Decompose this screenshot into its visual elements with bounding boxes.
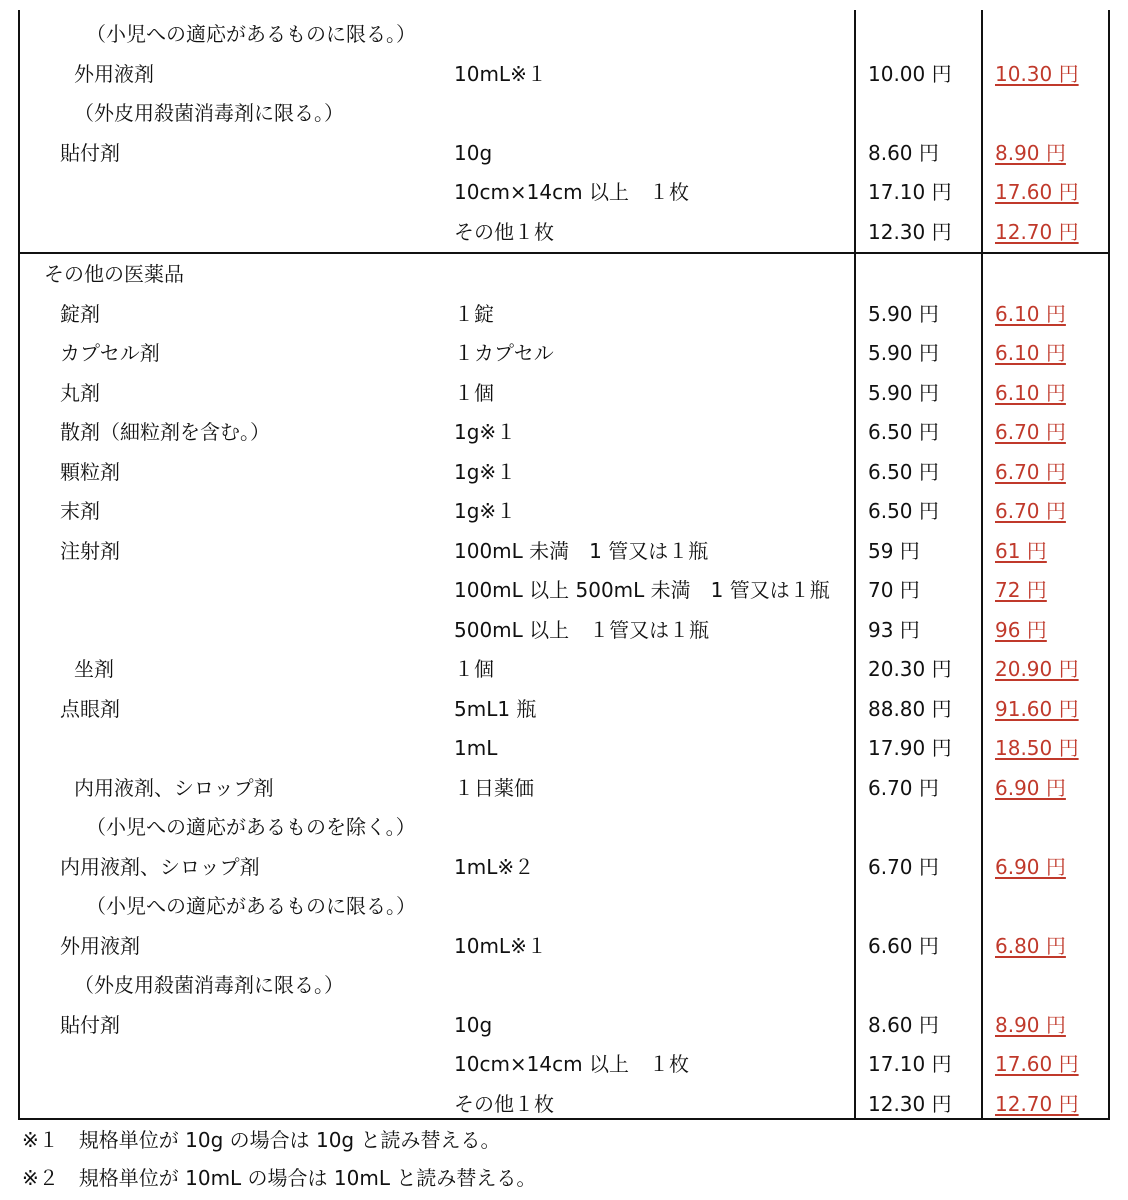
table-row (20, 689, 1108, 729)
revised-price: 72 円 (995, 578, 1047, 602)
item-name: 末剤 (60, 499, 100, 523)
item-name: 散剤（細粒剤を含む。） (60, 420, 270, 444)
current-price: 6.50 円 (868, 420, 939, 444)
table-row (20, 412, 1108, 452)
item-spec: １個 (454, 380, 494, 405)
table-row (20, 491, 1108, 531)
item-spec: 1mL (454, 736, 498, 760)
item-name: 内用液剤、シロップ剤 (74, 775, 274, 800)
item-spec: 10cm×14cm 以上 １枚 (454, 180, 689, 204)
revised-price: 6.70 円 (995, 420, 1066, 444)
current-price: 17.10 円 (868, 1052, 952, 1076)
table-row (20, 133, 1108, 173)
footnote: ※１ 規格単位が 10g の場合は 10g と読み替える。 (22, 1128, 501, 1152)
current-price: 6.50 円 (868, 499, 939, 523)
item-name: （外皮用殺菌消毒剤に限る。） (74, 973, 344, 997)
item-name: （外皮用殺菌消毒剤に限る。） (74, 101, 344, 125)
revised-price: 18.50 円 (995, 736, 1079, 760)
item-name: 貼付剤 (60, 140, 120, 165)
item-spec: 100mL 未満 1 管又は１瓶 (454, 538, 709, 563)
current-price: 6.70 円 (868, 854, 939, 879)
current-price: 93 円 (868, 617, 920, 642)
revised-price: 6.10 円 (995, 301, 1066, 326)
table-row (20, 610, 1108, 650)
revised-price: 6.10 円 (995, 380, 1066, 405)
table-row (20, 14, 1108, 54)
revised-price: 6.80 円 (995, 933, 1066, 958)
current-price: 5.90 円 (868, 301, 939, 326)
revised-price: 10.30 円 (995, 61, 1079, 86)
item-spec: １錠 (454, 301, 494, 326)
revised-price: 96 円 (995, 617, 1047, 642)
item-spec: 100mL 以上 500mL 未満 1 管又は１瓶 (454, 578, 830, 602)
table-row (20, 452, 1108, 492)
footnote: ※２ 規格単位が 10mL の場合は 10mL と読み替える。 (22, 1166, 537, 1190)
current-price: 6.50 円 (868, 459, 939, 484)
table-row (20, 886, 1108, 926)
item-spec: 1mL※２ (454, 854, 535, 879)
item-spec: １日薬価 (454, 775, 534, 800)
table-row (20, 1084, 1108, 1124)
item-spec: 1g※１ (454, 459, 517, 484)
table-row (20, 212, 1108, 252)
revised-price: 8.90 円 (995, 1012, 1066, 1037)
revised-price: 6.90 円 (995, 775, 1066, 800)
current-price: 6.60 円 (868, 933, 939, 958)
item-name: 錠剤 (60, 301, 100, 326)
item-name: 点眼剤 (60, 696, 120, 721)
current-price: 17.90 円 (868, 736, 952, 760)
table-row (20, 54, 1108, 94)
current-price: 88.80 円 (868, 696, 952, 721)
current-price: 70 円 (868, 578, 920, 602)
revised-price: 12.70 円 (995, 1091, 1079, 1116)
item-spec: 10mL※１ (454, 933, 547, 958)
item-spec: 500mL 以上 １管又は１瓶 (454, 617, 710, 642)
item-spec: 1g※１ (454, 499, 517, 523)
item-spec: 1g※１ (454, 420, 517, 444)
table-row (20, 847, 1108, 887)
table-row (20, 531, 1108, 571)
revised-price: 20.90 円 (995, 657, 1079, 681)
table-row (20, 373, 1108, 413)
section-header-row (20, 254, 1108, 294)
revised-price: 6.70 円 (995, 459, 1066, 484)
item-spec: 10g (454, 140, 493, 165)
item-spec: 10g (454, 1012, 493, 1037)
current-price: 8.60 円 (868, 140, 939, 165)
table-row (20, 1005, 1108, 1045)
table-row (20, 807, 1108, 847)
table-row (20, 294, 1108, 334)
item-spec: １カプセル (454, 341, 554, 365)
current-price: 17.10 円 (868, 180, 952, 204)
revised-price: 6.70 円 (995, 499, 1066, 523)
current-price: 8.60 円 (868, 1012, 939, 1037)
revised-price: 17.60 円 (995, 180, 1079, 204)
current-price: 5.90 円 (868, 380, 939, 405)
current-price: 10.00 円 (868, 61, 952, 86)
section-title: その他の医薬品 (44, 262, 184, 286)
item-name: 外用液剤 (74, 61, 154, 86)
item-name: （小児への適応があるものに限る。） (86, 22, 416, 46)
current-price: 12.30 円 (868, 1091, 952, 1116)
table-row (20, 333, 1108, 373)
table-row (20, 728, 1108, 768)
table-row (20, 768, 1108, 808)
revised-price: 17.60 円 (995, 1052, 1079, 1076)
table-row (20, 172, 1108, 212)
current-price: 59 円 (868, 538, 920, 563)
revised-price: 12.70 円 (995, 219, 1079, 244)
item-spec: その他１枚 (454, 219, 554, 244)
revised-price: 61 円 (995, 538, 1047, 563)
item-name: 内用液剤、シロップ剤 (60, 854, 260, 879)
current-price: 20.30 円 (868, 657, 952, 681)
item-spec: 5mL1 瓶 (454, 696, 537, 721)
current-price: 12.30 円 (868, 219, 952, 244)
item-spec: １個 (454, 657, 494, 681)
revised-price: 8.90 円 (995, 140, 1066, 165)
item-name: （小児への適応があるものに限る。） (86, 894, 416, 918)
current-price: 5.90 円 (868, 341, 939, 365)
item-spec: 10cm×14cm 以上 １枚 (454, 1052, 689, 1076)
item-name: （小児への適応があるものを除く。） (86, 815, 416, 839)
table-row (20, 1044, 1108, 1084)
item-spec: 10mL※１ (454, 61, 547, 86)
item-name: 顆粒剤 (60, 459, 120, 484)
item-spec: その他１枚 (454, 1091, 554, 1116)
table-row (20, 926, 1108, 966)
table-row (20, 93, 1108, 133)
revised-price: 6.90 円 (995, 854, 1066, 879)
item-name: 外用液剤 (60, 933, 140, 958)
table-row (20, 965, 1108, 1005)
item-name: 貼付剤 (60, 1012, 120, 1037)
table-row (20, 649, 1108, 689)
revised-price: 91.60 円 (995, 696, 1079, 721)
item-name: 注射剤 (60, 538, 120, 563)
table-row (20, 570, 1108, 610)
price-table (18, 10, 1110, 1120)
current-price: 6.70 円 (868, 775, 939, 800)
item-name: 坐剤 (74, 657, 114, 681)
item-name: 丸剤 (60, 380, 100, 405)
item-name: カプセル剤 (60, 341, 160, 365)
revised-price: 6.10 円 (995, 341, 1066, 365)
